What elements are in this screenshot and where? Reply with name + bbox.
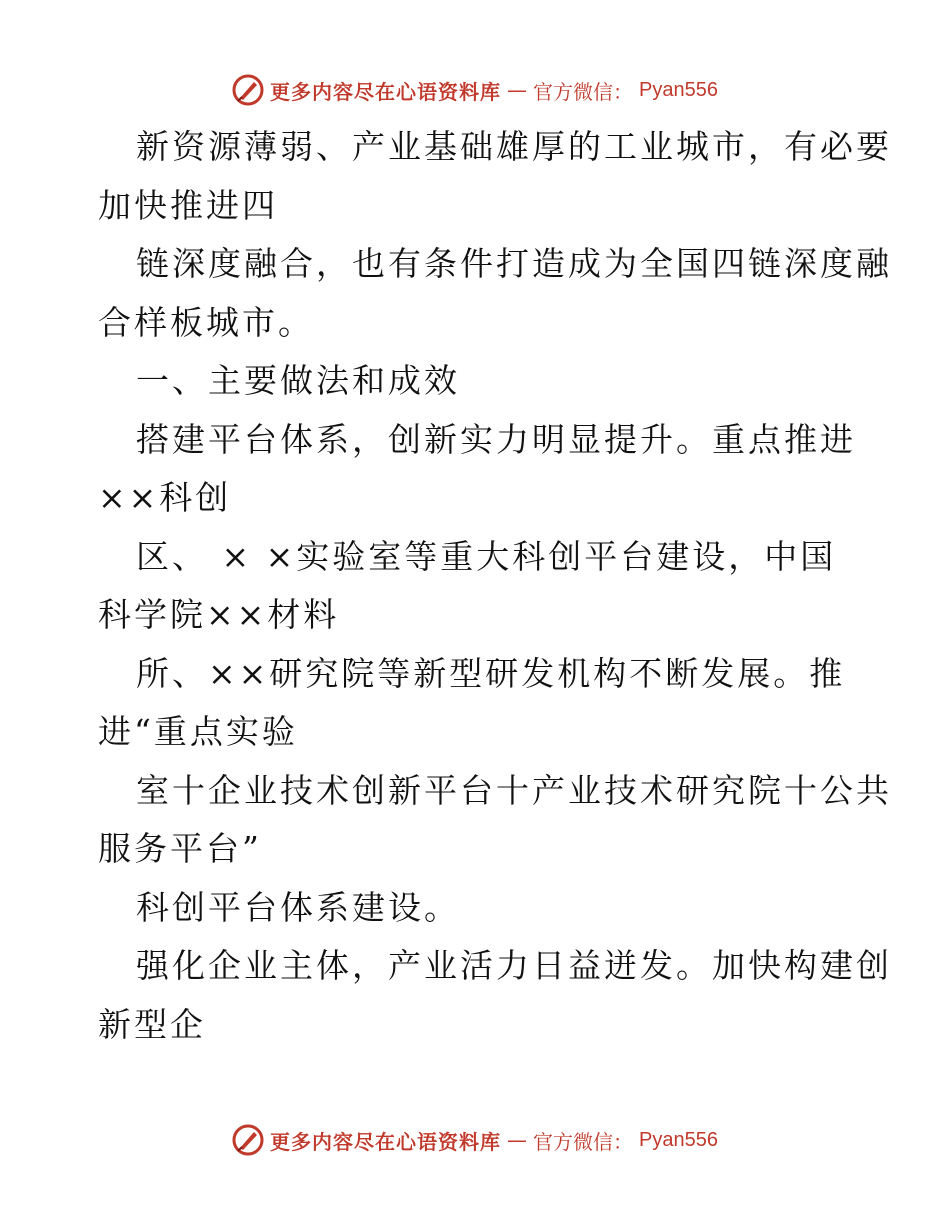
body-line: 加快推进四 bbox=[98, 185, 278, 225]
body-line: 科创平台体系建设。 bbox=[136, 887, 460, 927]
quill-logo-icon bbox=[232, 1124, 264, 1156]
quill-logo-icon bbox=[232, 74, 264, 106]
header-watermark-banner bbox=[0, 70, 950, 110]
footer-watermark-banner bbox=[0, 1120, 950, 1160]
body-line: 所、××研究院等新型研发机构不断发展。推 bbox=[136, 653, 846, 693]
banner-wechat-label: 官方微信： bbox=[533, 1129, 634, 1154]
body-line: 服务平台” bbox=[98, 829, 262, 868]
banner-dash: — bbox=[507, 1128, 528, 1152]
body-line: 强化企业主体，产业活力日益迸发。加快构建创 bbox=[136, 946, 892, 985]
body-line: 新型企 bbox=[98, 1004, 206, 1044]
body-line: 链深度融合，也有条件打造成为全国四链深度融 bbox=[136, 244, 892, 283]
banner-slogan: 更多内容尽在心语资料库 bbox=[270, 1129, 502, 1154]
body-line: 进“重点实验 bbox=[98, 712, 298, 751]
banner-wechat-label: 官方微信： bbox=[533, 79, 634, 104]
body-line: 室十企业技术创新平台十产业技术研究院十公共 bbox=[136, 770, 892, 810]
body-line: 区、 × ×实验室等重大科创平台建设，中国 bbox=[136, 536, 837, 576]
body-line: 合样板城市。 bbox=[98, 302, 314, 342]
banner-wechat-id: Pyan556 bbox=[639, 1128, 718, 1151]
body-line: 科学院××材料 bbox=[98, 595, 340, 634]
banner-wechat-id: Pyan556 bbox=[639, 78, 718, 101]
banner-dash: — bbox=[507, 78, 528, 102]
document-body bbox=[98, 118, 892, 1054]
section-heading: 一、主要做法和成效 bbox=[136, 361, 460, 400]
body-line: ××科创 bbox=[98, 478, 232, 517]
banner-slogan: 更多内容尽在心语资料库 bbox=[270, 79, 502, 104]
body-line: 搭建平台体系，创新实力明显提升。重点推进 bbox=[136, 419, 856, 459]
body-line: 新资源薄弱、产业基础雄厚的工业城市，有必要 bbox=[136, 127, 892, 166]
